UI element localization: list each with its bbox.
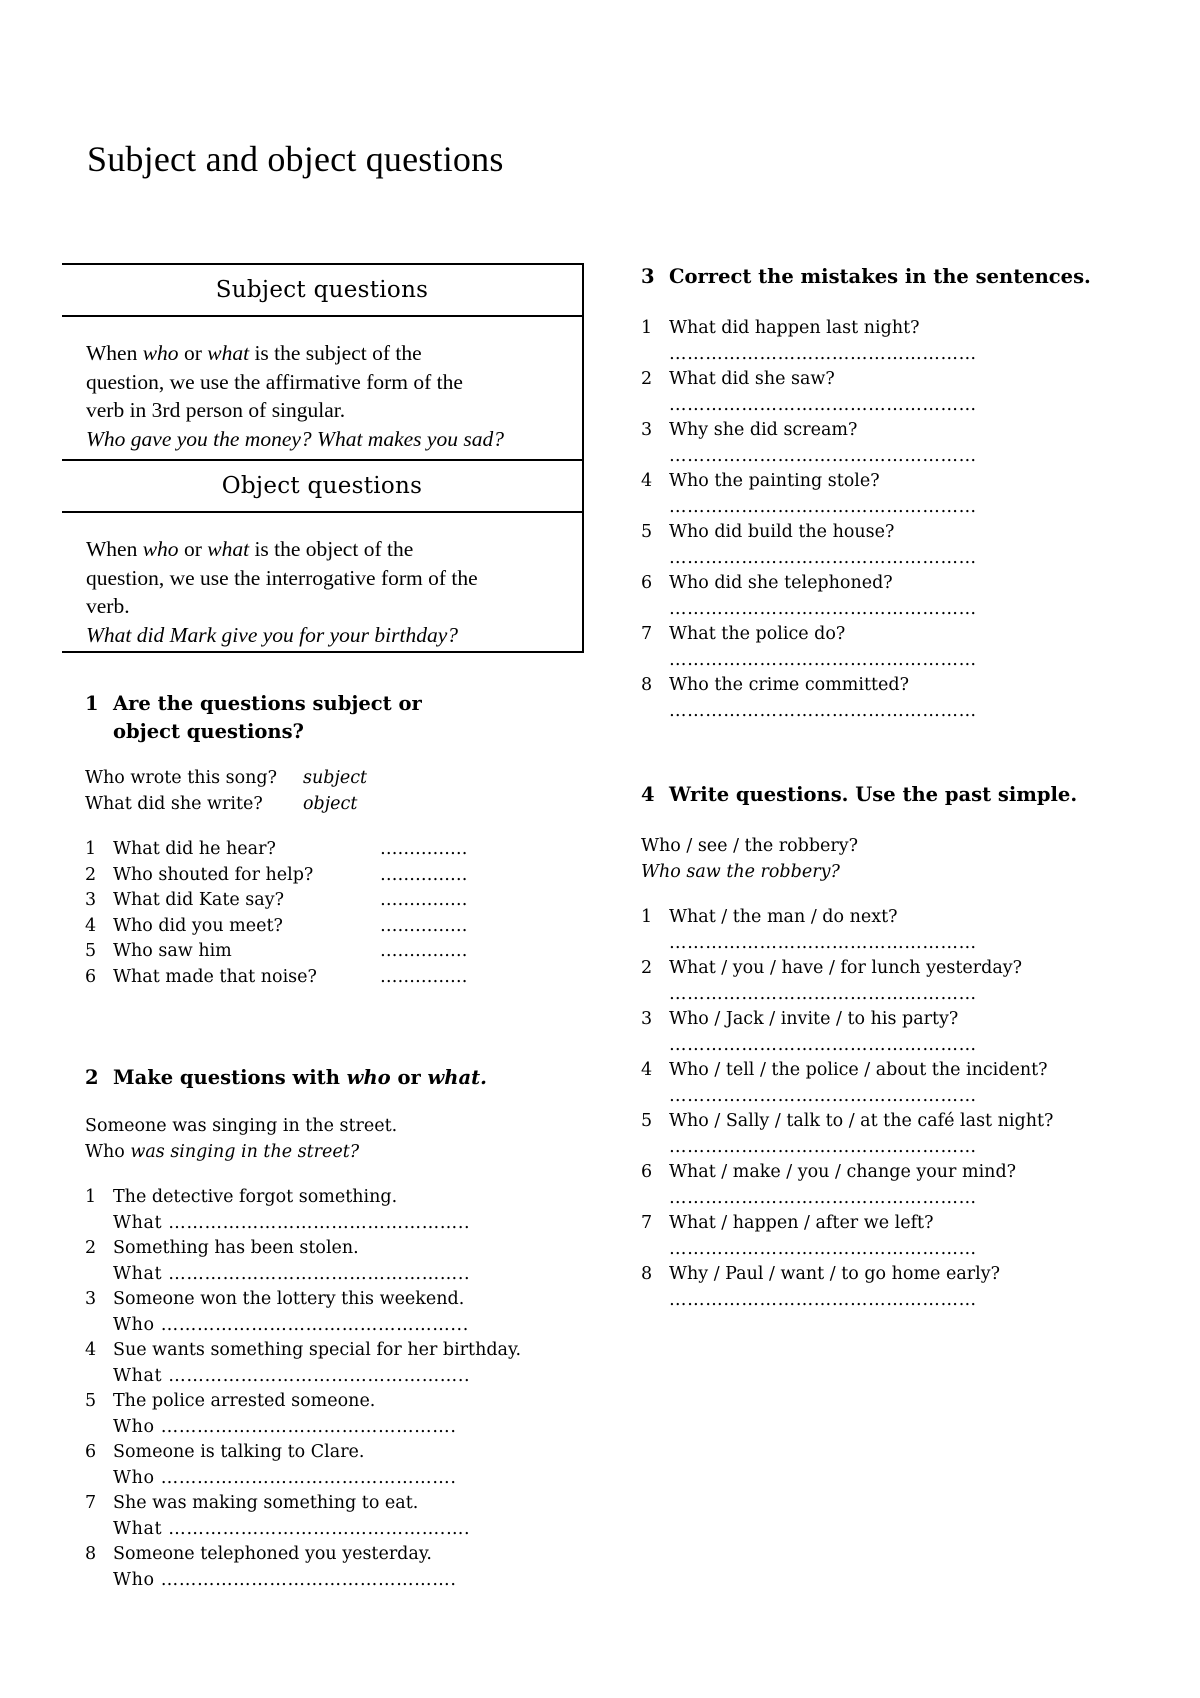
list-item (641, 956, 1161, 982)
list-item (641, 1160, 1161, 1186)
exercise-1-heading (85, 690, 585, 746)
answer-blank[interactable]: …………………………………………… (669, 343, 977, 364)
item-number: 3 (641, 1009, 653, 1029)
exercise-2-heading (85, 1064, 585, 1092)
answer-line[interactable] (85, 1262, 585, 1288)
item-number: 5 (641, 1111, 653, 1131)
item-prompt: What / the man / do next? (669, 907, 898, 927)
list-item (85, 914, 585, 940)
answer-blank[interactable]: …………………………………………… (669, 394, 977, 415)
example-prompt: Who / see / the robbery? (641, 836, 859, 856)
answer-start-word: What (113, 1365, 163, 1386)
item-question: Who shouted for help? (113, 864, 314, 885)
item-sentence: Someone won the lottery this weekend. (113, 1289, 465, 1309)
object-questions-heading: Object questions (62, 461, 582, 513)
object-example: What did Mark give you for your birthday? (86, 622, 459, 647)
answer-blank[interactable]: ……………………………………….…. (168, 1518, 471, 1539)
exercise-4-heading (641, 781, 1161, 809)
answer-blank[interactable]: …………… (380, 915, 468, 936)
heading-text (113, 690, 422, 746)
item-question: What did Kate say? (113, 890, 284, 910)
exercise-3 (641, 263, 1161, 724)
text: When (86, 341, 143, 365)
keyword-what: what (207, 537, 250, 561)
item-number: 5 (641, 522, 653, 542)
subject-example: Who gave you the money? What makes you sad? (86, 426, 504, 451)
heading-text (113, 1064, 487, 1092)
heading-line: object questions? (113, 720, 304, 743)
answer-blank[interactable]: …………… (380, 966, 468, 987)
answer-blank[interactable]: …………………………………………… (669, 1289, 977, 1310)
item-prompt: Why / Paul / want / to go home early? (669, 1264, 1000, 1284)
item-number: 6 (641, 573, 653, 593)
exercise-number: 3 (641, 265, 655, 288)
item-number: 2 (85, 864, 97, 885)
answer-blank[interactable]: …………………………………………… (669, 932, 977, 953)
list-item (85, 1440, 585, 1466)
heading-part: or (390, 1066, 428, 1089)
item-number: 4 (85, 915, 97, 936)
item-number: 7 (641, 624, 653, 644)
text: question, we use the interrogative form of the (86, 565, 478, 590)
item-number: 8 (85, 1544, 97, 1564)
item-number: 3 (85, 1289, 97, 1309)
list-item (85, 1236, 585, 1262)
item-number: 8 (641, 1264, 653, 1284)
item-prompt: What / make / you / change your mind? (669, 1162, 1017, 1182)
answer-line[interactable] (85, 1517, 585, 1543)
answer-blank[interactable]: …………… (380, 890, 468, 910)
item-sentence: Who the crime committed? (669, 675, 909, 695)
answer-start-word: Who (113, 1416, 155, 1437)
exercise-number: 2 (85, 1066, 99, 1089)
answer-blank[interactable]: …………………………………………. (160, 1416, 457, 1437)
item-question: Who did you meet? (113, 915, 283, 936)
item-question: Who saw him (113, 941, 232, 961)
item-number: 4 (641, 471, 653, 491)
answer-line[interactable] (85, 1364, 585, 1390)
text: verb. (86, 594, 130, 618)
item-number: 3 (85, 890, 97, 910)
item-number: 1 (641, 907, 653, 927)
answer-line[interactable] (85, 1313, 585, 1339)
answer-start-word: Who (113, 1569, 155, 1590)
keyword-who: who (142, 341, 179, 365)
answer-start-word: Who (113, 1314, 155, 1335)
list-item (85, 1542, 585, 1568)
answer-line[interactable] (85, 1466, 585, 1492)
item-number: 1 (85, 839, 97, 859)
heading-text: Write questions. Use the past simple. (669, 783, 1078, 806)
item-number: 7 (85, 1493, 97, 1513)
answer-blank[interactable]: …………………………………………… (669, 445, 977, 466)
answer-blank[interactable]: …………………………………………… (669, 700, 977, 721)
subject-questions-heading: Subject questions (62, 265, 582, 317)
list-item (641, 520, 1161, 546)
exercise-1 (85, 690, 585, 990)
list-item (641, 418, 1161, 444)
answer-line[interactable] (85, 1415, 585, 1441)
text: verb in 3rd person of singular. (86, 398, 346, 422)
item-number: 1 (85, 1187, 97, 1207)
example-answer: Who saw the robbery? (641, 861, 840, 882)
answer-blank[interactable]: …………………………………………… (669, 496, 977, 517)
list-item (85, 965, 585, 991)
answer-start-word: Who (113, 1467, 155, 1488)
answer-blank[interactable]: …………………………………………… (669, 1034, 977, 1055)
item-number: 6 (85, 1442, 97, 1462)
list-item (641, 673, 1161, 699)
exercise-3-heading (641, 263, 1161, 291)
keyword-what: what. (427, 1066, 487, 1089)
item-sentence: Someone is talking to Clare. (113, 1442, 365, 1462)
keyword-what: what (207, 341, 250, 365)
answer-line[interactable] (85, 1211, 585, 1237)
item-prompt: Who / Sally / talk to / at the café last night? (669, 1111, 1054, 1131)
list-item (85, 837, 585, 863)
example-row (85, 792, 585, 818)
list-item (641, 622, 1161, 648)
answer-blank[interactable]: ………………………………………….. (168, 1365, 471, 1386)
answer-blank[interactable]: …………………………………………… (669, 598, 977, 619)
item-sentence: The detective forgot something. (113, 1187, 398, 1207)
answer-blank[interactable]: …………………………………………… (669, 649, 977, 670)
list-item (641, 469, 1161, 495)
heading-part: Make questions with (113, 1066, 347, 1089)
answer-blank[interactable]: …………… (380, 941, 468, 961)
item-sentence: The police arrested someone. (113, 1391, 376, 1411)
object-questions-explanation (62, 513, 582, 655)
example-sentence: Someone was singing in the street. (85, 1116, 398, 1136)
item-question: What did he hear? (113, 839, 276, 859)
list-item (641, 316, 1161, 342)
item-sentence: What the police do? (669, 624, 846, 644)
item-number: 5 (85, 941, 97, 961)
answer-start-word: What (113, 1263, 163, 1284)
item-sentence: What did she saw? (669, 369, 835, 389)
grammar-box (62, 263, 584, 653)
answer-blank[interactable]: …………………………………………… (669, 983, 977, 1004)
list-item (641, 571, 1161, 597)
exercise-4 (641, 781, 1161, 1313)
text: or (178, 341, 208, 365)
answer-blank[interactable]: …………… (380, 839, 468, 859)
page-title: Subject and object questions (87, 139, 504, 179)
list-item (85, 939, 585, 965)
text: is the object of the (249, 537, 414, 561)
item-number: 5 (85, 1391, 97, 1411)
item-sentence: Who the painting stole? (669, 471, 880, 491)
list-item (85, 1287, 585, 1313)
answer-blank[interactable]: ………………………………………….. (168, 1212, 471, 1233)
list-item (641, 1007, 1161, 1033)
answer-blank[interactable]: …………………………………………... (160, 1314, 469, 1335)
item-sentence: Sue wants something special for her birthday. (113, 1340, 522, 1360)
item-number: 6 (85, 966, 97, 987)
item-number: 3 (641, 420, 653, 440)
item-sentence: Who did she telephoned? (669, 573, 893, 593)
answer-blank[interactable]: …………………………………………… (669, 1136, 977, 1157)
answer-start-word: What (113, 1212, 163, 1233)
item-question: What made that noise? (113, 966, 317, 987)
answer-rest: was singing in the street? (130, 1141, 360, 1162)
answer-blank[interactable]: …………………………………………… (669, 547, 977, 568)
exercise-number: 4 (641, 783, 655, 806)
list-item (641, 1109, 1161, 1135)
list-item (85, 1389, 585, 1415)
list-item (85, 863, 585, 889)
item-sentence: Why she did scream? (669, 420, 858, 440)
example-question: Who wrote this song? (85, 768, 278, 788)
answer-blank[interactable]: …………………………………………… (669, 1187, 977, 1208)
answer-blank[interactable]: …………………………………………. (160, 1467, 457, 1488)
text: or (178, 537, 208, 561)
item-number: 8 (641, 675, 653, 695)
answer-blank[interactable]: …………… (380, 864, 468, 885)
example-answer: subject (303, 768, 368, 788)
list-item (641, 1262, 1161, 1288)
exercise-number: 1 (85, 692, 99, 715)
item-sentence: Something has been stolen. (113, 1238, 359, 1258)
item-number: 4 (641, 1060, 653, 1080)
list-item (85, 1491, 585, 1517)
text: question, we use the affirmative form of the (86, 369, 463, 394)
example-answer (85, 1140, 585, 1166)
list-item (641, 367, 1161, 393)
list-item (641, 1058, 1161, 1084)
item-prompt: What / you / have / for lunch yesterday? (669, 958, 1023, 978)
item-sentence: Who did build the house? (669, 522, 895, 542)
answer-blank[interactable]: …………………………………………… (669, 1238, 977, 1259)
keyword-who: who (346, 1066, 391, 1089)
text: is the subject of the (249, 341, 422, 365)
item-number: 4 (85, 1340, 97, 1360)
example-question: What did she write? (85, 793, 263, 814)
answer-line[interactable] (85, 1568, 585, 1594)
item-sentence: Someone telephoned you yesterday. (113, 1544, 432, 1564)
list-item (641, 905, 1161, 931)
answer-blank[interactable]: ………………………………………….. (168, 1263, 471, 1284)
list-item (85, 1338, 585, 1364)
answer-blank[interactable]: …………………………………………… (669, 1085, 977, 1106)
item-prompt: What / happen / after we left? (669, 1213, 934, 1233)
example-row (85, 766, 585, 792)
item-number: 6 (641, 1162, 653, 1182)
heading-line: Are the questions subject or (113, 692, 422, 715)
answer-start-word: What (113, 1518, 163, 1539)
answer-blank[interactable]: …………………………………………. (160, 1569, 457, 1590)
item-sentence: What did happen last night? (669, 318, 920, 338)
heading-text: Correct the mistakes in the sentences. (669, 265, 1091, 288)
item-number: 2 (641, 369, 653, 389)
item-sentence: She was making something to eat. (113, 1493, 419, 1513)
example-answer: object (303, 793, 358, 814)
exercise-2 (85, 1064, 585, 1593)
item-number: 2 (85, 1238, 97, 1258)
subject-questions-explanation (62, 317, 582, 461)
item-number: 2 (641, 958, 653, 978)
answer-start: Who (85, 1141, 131, 1162)
item-number: 7 (641, 1213, 653, 1233)
list-item (641, 1211, 1161, 1237)
item-number: 1 (641, 318, 653, 338)
list-item (85, 1185, 585, 1211)
item-prompt: Who / Jack / invite / to his party? (669, 1009, 959, 1029)
keyword-who: who (142, 537, 179, 561)
text: When (86, 537, 143, 561)
list-item (85, 888, 585, 914)
item-prompt: Who / tell / the police / about the incident? (669, 1060, 1048, 1080)
